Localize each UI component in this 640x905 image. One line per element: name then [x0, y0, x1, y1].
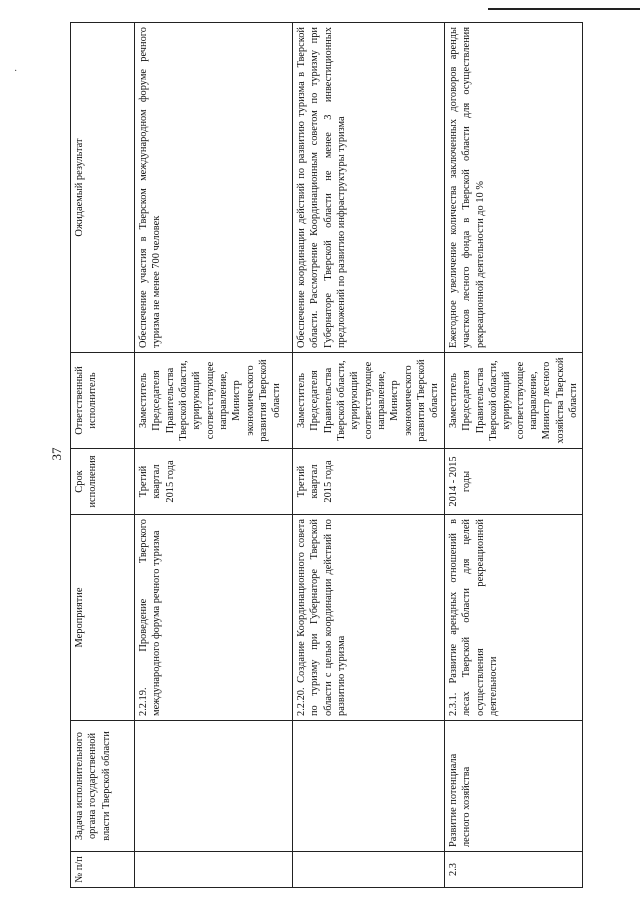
row-activity: 2.3.1. Развитие арендных отношений в лесах Тверской области для целей осуществления рекреационной деятельности	[445, 515, 583, 721]
row-num: 2.3	[445, 852, 583, 888]
top-rule	[488, 8, 640, 10]
scan-speck: ·	[14, 66, 18, 77]
row-term: Третий квартал 2015 года	[135, 449, 293, 515]
plan-table	[70, 22, 583, 888]
row-task	[135, 721, 293, 852]
header-term: Срок исполнения	[71, 449, 135, 515]
row-num	[135, 852, 293, 888]
row-responsible: Заместитель Председателя Правительства Тверской области, курирующий соответствующее направление, Министр экономического развития Тверской области	[135, 353, 293, 449]
row-task	[293, 721, 445, 852]
header-task: Задача исполнительного органа государственной власти Тверской области	[71, 721, 135, 852]
page-number: 37	[49, 447, 64, 461]
table-row	[293, 23, 445, 888]
header-result: Ожидаемый результат	[71, 23, 135, 353]
header-activity: Мероприятие	[71, 515, 135, 721]
row-result: Обеспечение координации действий по развитию туризма в Тверской области. Рассмотрение Координационным советом по туризму при Губернаторе Тверской области не менее 3 инвестиционных предложений по развитию инфраструктуры туризма	[293, 23, 445, 353]
row-term: 2014 - 2015 годы	[445, 449, 583, 515]
table-row	[135, 23, 293, 888]
table-row	[445, 23, 583, 888]
row-activity: 2.2.20. Создание Координационного совета по туризму при Губернаторе Тверской области с целью координации действий по развитию туризма	[293, 515, 445, 721]
header-responsible: Ответственный исполнитель	[71, 353, 135, 449]
row-responsible: Заместитель Председателя Правительства Тверской области, курирующий соответствующее направление, Министр экономического развития Тверской области	[293, 353, 445, 449]
header-row	[71, 23, 135, 888]
row-responsible: Заместитель Председателя Правительства Тверской области, курирующий соответствующее направление, Министр лесного хозяйства Тверской области	[445, 353, 583, 449]
row-term: Третий квартал 2015 года	[293, 449, 445, 515]
row-activity: 2.2.19. Проведение Тверского международного форума речного туризма	[135, 515, 293, 721]
row-result: Ежегодное увеличение количества заключенных договоров аренды участков лесного фонда в Тверской области для осуществления рекреационной деятельности до 10 %	[445, 23, 583, 353]
row-result: Обеспечение участия в Тверском международном форуме речного туризма не менее 700 человек	[135, 23, 293, 353]
row-task: Развитие потенциала лесного хозяйства	[445, 721, 583, 852]
row-num	[293, 852, 445, 888]
rotated-table-wrapper	[70, 23, 582, 888]
header-num: № п/п	[71, 852, 135, 888]
